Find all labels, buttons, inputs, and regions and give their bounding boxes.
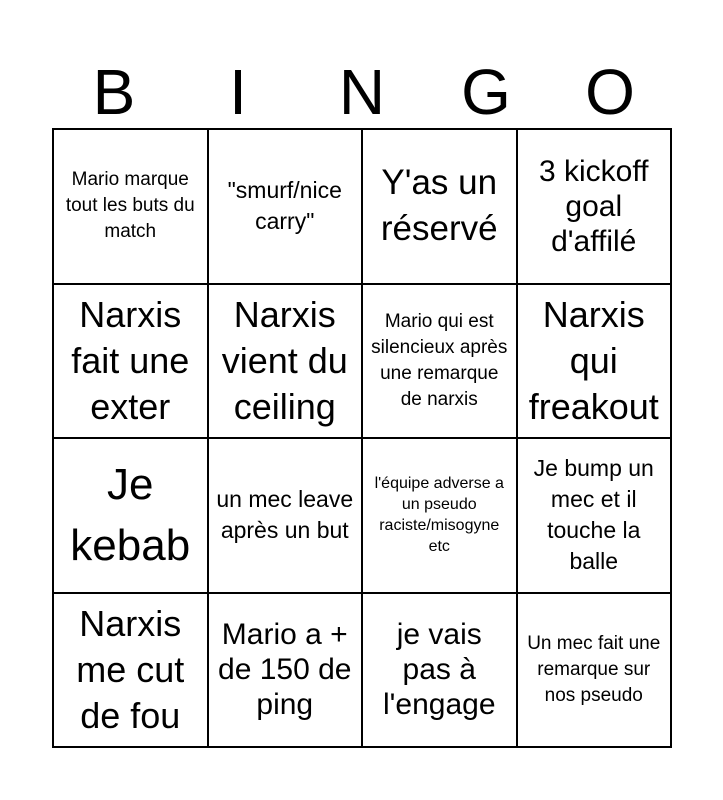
header-letter-n: N xyxy=(338,56,386,128)
bingo-cell[interactable] xyxy=(209,439,364,594)
cell-text: Mario qui est silencieux après une remarque de narxis xyxy=(371,310,508,410)
bingo-cell[interactable] xyxy=(363,439,518,594)
cell-text: Je bump un mec et il touche la balle xyxy=(533,455,654,575)
bingo-cell[interactable] xyxy=(363,285,518,440)
cell-text: Narxis vient du ceiling xyxy=(221,293,348,427)
cell-text: l'équipe adverse a un pseudo raciste/misogyne etc xyxy=(374,475,504,556)
bingo-cell[interactable] xyxy=(209,285,364,440)
bingo-cell[interactable] xyxy=(54,439,209,594)
cell-text: Narxis fait une exter xyxy=(71,293,190,427)
bingo-cell[interactable] xyxy=(518,439,673,594)
bingo-cell[interactable] xyxy=(363,594,518,749)
bingo-cell[interactable] xyxy=(209,594,364,749)
header-letter-o: O xyxy=(585,56,635,128)
cell-text: Mario a + de 150 de ping xyxy=(218,618,352,722)
header-letter-b: B xyxy=(92,56,136,128)
cell-text: "smurf/nice carry" xyxy=(227,177,342,235)
header-letter-g: G xyxy=(461,56,511,128)
header-letter-i: I xyxy=(229,56,247,128)
cell-text: Narxis qui freakout xyxy=(528,293,659,427)
bingo-cell[interactable] xyxy=(54,130,209,285)
cell-text: un mec leave après un but xyxy=(216,486,354,544)
bingo-header xyxy=(52,56,672,128)
bingo-cell[interactable] xyxy=(518,285,673,440)
bingo-cell[interactable] xyxy=(518,130,673,285)
cell-text: Mario marque tout les buts du match xyxy=(65,169,195,243)
cell-text: Je kebab xyxy=(70,460,191,571)
cell-text: je vais pas à l'engage xyxy=(383,618,496,722)
bingo-cell[interactable] xyxy=(54,594,209,749)
bingo-grid xyxy=(52,128,672,748)
cell-text: Narxis me cut de fou xyxy=(76,602,185,736)
bingo-cell[interactable] xyxy=(518,594,673,749)
cell-text: Y'as un réservé xyxy=(380,163,498,249)
cell-text: 3 kickoff goal d'affilé xyxy=(539,154,649,258)
bingo-cell[interactable] xyxy=(209,130,364,285)
bingo-cell[interactable] xyxy=(54,285,209,440)
bingo-cell[interactable] xyxy=(363,130,518,285)
cell-text: Un mec fait une remarque sur nos pseudo xyxy=(527,632,661,706)
